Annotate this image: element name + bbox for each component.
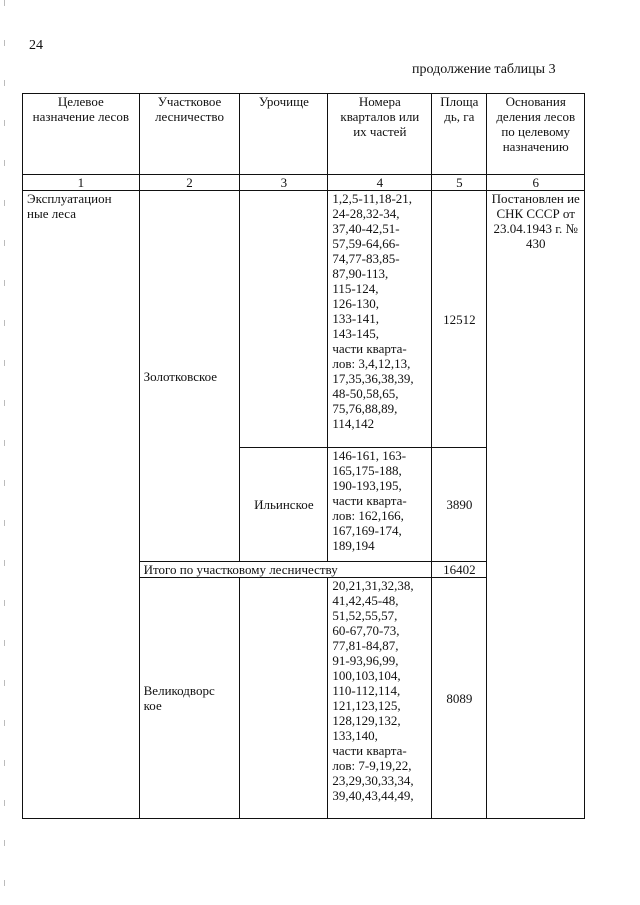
total-area-cell: 16402 bbox=[432, 562, 487, 578]
area-cell: 12512 bbox=[432, 191, 487, 448]
header-tract: Урочище bbox=[240, 94, 328, 175]
area-cell: 3890 bbox=[432, 448, 487, 562]
table-header-row bbox=[23, 94, 585, 175]
header-quarters: Номера кварталов или их частей bbox=[328, 94, 432, 175]
forest-table bbox=[22, 93, 585, 819]
table-continuation-label: продолжение таблицы 3 bbox=[412, 62, 556, 77]
forestry-cell: Великодворс кое bbox=[139, 578, 240, 819]
column-number: 6 bbox=[487, 175, 585, 191]
basis-cell: Постановлен ие СНК СССР от 23.04.1943 г. № 430 bbox=[487, 191, 585, 819]
tract-cell bbox=[240, 191, 328, 448]
column-number: 1 bbox=[23, 175, 140, 191]
table-row bbox=[23, 191, 585, 448]
tract-cell: Ильинское bbox=[240, 448, 328, 562]
scan-edge-artifact bbox=[4, 0, 5, 905]
header-area: Площа дь, га bbox=[432, 94, 487, 175]
quarters-cell: 20,21,31,32,38, 41,42,45-48, 51,52,55,57, 60-67,70-73, 77,81-84,87, 91-93,96,99, 100,103,104, 110-112,114, 121,123,125, 128,129,132, 133,140, части кварта- лов: 7-9,19,22, 23,29,30,33,34, 39,40,43,44,49, bbox=[328, 578, 432, 819]
quarters-cell: 146-161, 163- 165,175-188, 190-193,195, части кварта- лов: 162,166, 167,169-174, 189,194 bbox=[328, 448, 432, 562]
column-number: 3 bbox=[240, 175, 328, 191]
total-label-cell: Итого по участковому лесничеству bbox=[139, 562, 432, 578]
purpose-cell: Эксплуатацион ные леса bbox=[23, 191, 140, 819]
column-number-row bbox=[23, 175, 585, 191]
header-basis: Основания деления лесов по целевому назначению bbox=[487, 94, 585, 175]
column-number: 4 bbox=[328, 175, 432, 191]
tract-cell bbox=[240, 578, 328, 819]
column-number: 5 bbox=[432, 175, 487, 191]
forestry-cell: Золотковское bbox=[139, 191, 240, 562]
area-cell: 8089 bbox=[432, 578, 487, 819]
column-number: 2 bbox=[139, 175, 240, 191]
quarters-cell: 1,2,5-11,18-21, 24-28,32-34, 37,40-42,51- 57,59-64,66- 74,77-83,85- 87,90-113, 115-124, 126-130, 133-141, 143-145, части кварта- лов: 3,4,12,13, 17,35,36,38,39, 48-50,58,65, 75,76,88,89, 114,142 bbox=[328, 191, 432, 448]
header-purpose: Целевое назначение лесов bbox=[23, 94, 140, 175]
page-number: 24 bbox=[29, 38, 43, 53]
header-forestry: Участковое лесничество bbox=[139, 94, 240, 175]
